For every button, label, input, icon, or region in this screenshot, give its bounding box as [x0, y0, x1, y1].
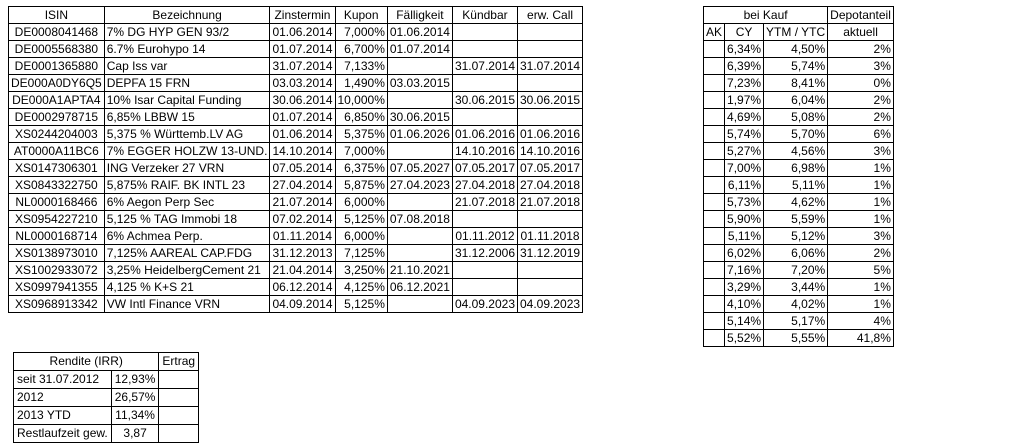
table-row: [9, 211, 583, 228]
purchase-header-cy: CY: [725, 24, 764, 41]
cell-erw_call: 01.06.2016: [518, 126, 583, 143]
cell-name: 6,85% LBBW 15: [104, 109, 270, 126]
table-row: [9, 262, 583, 279]
purchase-group-header-row: [704, 7, 894, 24]
cell-ytm: 6,98%: [764, 160, 828, 177]
purchase-header-ak: AK: [704, 24, 725, 41]
holdings-header-isin: ISIN: [9, 7, 105, 24]
cell-kuendbar: 31.07.2014: [452, 58, 517, 75]
cell-ytm: 4,02%: [764, 296, 828, 313]
cell-isin: XS1002933072: [9, 262, 105, 279]
cell-ak: [704, 92, 725, 109]
cell-isin: XS0138973010: [9, 245, 105, 262]
cell-kupon: 6,000%: [335, 228, 387, 245]
holdings-header-kuendbar: Kündbar: [452, 7, 517, 24]
cell-kupon: 3,250%: [335, 262, 387, 279]
cell-faelligkeit: 21.10.2021: [387, 262, 452, 279]
holdings-header-name: Bezeichnung: [104, 7, 270, 24]
cell-kuendbar: [452, 211, 517, 228]
bei-kauf-group-header: bei Kauf: [704, 7, 828, 24]
table-row: [9, 143, 583, 160]
cell-ak: [704, 262, 725, 279]
rendite-header-row: [14, 353, 199, 371]
rendite-ertrag: [159, 407, 199, 425]
cell-kupon: 7,000%: [335, 143, 387, 160]
holdings-header-row: [9, 7, 583, 24]
cell-ytm: 4,62%: [764, 194, 828, 211]
cell-kupon: 6,375%: [335, 160, 387, 177]
cell-ak: [704, 313, 725, 330]
table-row: [9, 228, 583, 245]
cell-zinstermin: 14.10.2014: [270, 143, 335, 160]
cell-erw_call: 31.07.2014: [518, 58, 583, 75]
cell-name: 7,125% AAREAL CAP.FDG: [104, 245, 270, 262]
table-row: [704, 143, 894, 160]
cell-kuendbar: [452, 75, 517, 92]
cell-isin: DE0002978715: [9, 109, 105, 126]
cell-ak: [704, 126, 725, 143]
cell-isin: XS0954227210: [9, 211, 105, 228]
cell-depot: 6%: [828, 126, 894, 143]
cell-name: 4,125 % K+S 21: [104, 279, 270, 296]
cell-faelligkeit: [387, 143, 452, 160]
table-row: [704, 126, 894, 143]
cell-depot: 3%: [828, 228, 894, 245]
cell-ak: [704, 109, 725, 126]
cell-kuendbar: 01.06.2016: [452, 126, 517, 143]
rendite-title: Rendite (IRR): [14, 353, 159, 371]
cell-kupon: 7,125%: [335, 245, 387, 262]
cell-ak: [704, 228, 725, 245]
table-row: [704, 245, 894, 262]
table-row: [704, 58, 894, 75]
cell-erw_call: [518, 279, 583, 296]
cell-cy: 5,90%: [725, 211, 764, 228]
cell-cy: 3,29%: [725, 279, 764, 296]
cell-ak: [704, 58, 725, 75]
cell-name: 5,875% RAIF. BK INTL 23: [104, 177, 270, 194]
cell-isin: XS0147306301: [9, 160, 105, 177]
cell-isin: DE000A1APTA4: [9, 92, 105, 109]
cell-faelligkeit: 03.03.2015: [387, 75, 452, 92]
cell-ak: [704, 75, 725, 92]
cell-isin: XS0997941355: [9, 279, 105, 296]
table-row: [704, 41, 894, 58]
cell-ak: [704, 245, 725, 262]
cell-erw_call: [518, 24, 583, 41]
cell-name: DEPFA 15 FRN: [104, 75, 270, 92]
cell-ytm: 5,08%: [764, 109, 828, 126]
rendite-value: 3,87: [111, 425, 159, 443]
cell-kupon: 6,850%: [335, 109, 387, 126]
cell-kupon: 6,000%: [335, 194, 387, 211]
table-row: [704, 75, 894, 92]
cell-isin: XS0244204003: [9, 126, 105, 143]
table-row: [9, 24, 583, 41]
cell-cy: 6,02%: [725, 245, 764, 262]
cell-erw_call: [518, 41, 583, 58]
holdings-table: [8, 6, 583, 313]
cell-depot: 1%: [828, 177, 894, 194]
cell-erw_call: 01.11.2018: [518, 228, 583, 245]
table-row: [9, 194, 583, 211]
holdings-body: [9, 24, 583, 313]
cell-name: ING Verzeker 27 VRN: [104, 160, 270, 177]
total-ytm: 5,55%: [764, 330, 828, 347]
table-row: [9, 245, 583, 262]
total-cy: 5,52%: [725, 330, 764, 347]
cell-erw_call: 04.09.2023: [518, 296, 583, 313]
table-row: [9, 109, 583, 126]
cell-name: 5,125 % TAG Immobi 18: [104, 211, 270, 228]
cell-zinstermin: 31.12.2013: [270, 245, 335, 262]
rendite-ertrag: [159, 371, 199, 389]
cell-cy: 1,97%: [725, 92, 764, 109]
cell-zinstermin: 01.07.2014: [270, 41, 335, 58]
cell-ak: [704, 143, 725, 160]
cell-isin: NL0000168466: [9, 194, 105, 211]
table-row: [704, 177, 894, 194]
table-row: [9, 41, 583, 58]
cell-kupon: 5,125%: [335, 211, 387, 228]
cell-zinstermin: 21.07.2014: [270, 194, 335, 211]
table-row: [14, 425, 199, 443]
cell-faelligkeit: [387, 245, 452, 262]
cell-cy: 6,39%: [725, 58, 764, 75]
cell-ytm: 5,12%: [764, 228, 828, 245]
cell-faelligkeit: 07.05.2027: [387, 160, 452, 177]
cell-cy: 5,27%: [725, 143, 764, 160]
cell-depot: 4%: [828, 313, 894, 330]
holdings-header-zinstermin: Zinstermin: [270, 7, 335, 24]
purchase-totals-row: [704, 330, 894, 347]
cell-kupon: 7,133%: [335, 58, 387, 75]
cell-cy: 6,34%: [725, 41, 764, 58]
cell-ytm: 3,44%: [764, 279, 828, 296]
cell-depot: 1%: [828, 160, 894, 177]
ertrag-header: Ertrag: [159, 353, 199, 371]
cell-zinstermin: 27.04.2014: [270, 177, 335, 194]
cell-kupon: 10,000%: [335, 92, 387, 109]
cell-isin: DE0001365880: [9, 58, 105, 75]
cell-depot: 1%: [828, 279, 894, 296]
cell-faelligkeit: [387, 58, 452, 75]
cell-kupon: 1,490%: [335, 75, 387, 92]
cell-erw_call: [518, 109, 583, 126]
cell-zinstermin: 03.03.2014: [270, 75, 335, 92]
purchase-metrics-body: [704, 41, 894, 330]
cell-faelligkeit: [387, 194, 452, 211]
table-row: [704, 262, 894, 279]
cell-ytm: 5,59%: [764, 211, 828, 228]
cell-isin: DE0005568380: [9, 41, 105, 58]
cell-ytm: 5,11%: [764, 177, 828, 194]
table-row: [704, 109, 894, 126]
cell-faelligkeit: [387, 228, 452, 245]
cell-ytm: 4,56%: [764, 143, 828, 160]
cell-depot: 3%: [828, 143, 894, 160]
cell-depot: 5%: [828, 262, 894, 279]
table-row: [14, 371, 199, 389]
cell-ak: [704, 211, 725, 228]
cell-isin: DE0008041468: [9, 24, 105, 41]
cell-zinstermin: 07.02.2014: [270, 211, 335, 228]
cell-erw_call: [518, 211, 583, 228]
cell-zinstermin: 07.05.2014: [270, 160, 335, 177]
cell-isin: AT0000A11BC6: [9, 143, 105, 160]
cell-erw_call: [518, 262, 583, 279]
cell-kupon: 6,700%: [335, 41, 387, 58]
cell-ytm: 4,50%: [764, 41, 828, 58]
cell-kupon: 5,125%: [335, 296, 387, 313]
cell-ak: [704, 160, 725, 177]
table-row: [9, 296, 583, 313]
cell-depot: 2%: [828, 245, 894, 262]
cell-cy: 7,23%: [725, 75, 764, 92]
table-row: [9, 92, 583, 109]
total-ak: [704, 330, 725, 347]
cell-name: 7% DG HYP GEN 93/2: [104, 24, 270, 41]
cell-erw_call: 31.12.2019: [518, 245, 583, 262]
cell-erw_call: 27.04.2018: [518, 177, 583, 194]
cell-faelligkeit: 06.12.2021: [387, 279, 452, 296]
cell-erw_call: 21.07.2018: [518, 194, 583, 211]
cell-cy: 7,16%: [725, 262, 764, 279]
cell-ak: [704, 279, 725, 296]
table-row: [9, 177, 583, 194]
cell-ak: [704, 194, 725, 211]
cell-name: 6% Aegon Perp Sec: [104, 194, 270, 211]
table-row: [9, 126, 583, 143]
cell-kuendbar: [452, 109, 517, 126]
rendite-value: 11,34%: [111, 407, 159, 425]
rendite-label: 2013 YTD: [14, 407, 112, 425]
table-row: [704, 228, 894, 245]
cell-depot: 2%: [828, 41, 894, 58]
cell-faelligkeit: 01.06.2026: [387, 126, 452, 143]
cell-erw_call: [518, 75, 583, 92]
cell-kupon: 4,125%: [335, 279, 387, 296]
holdings-header-kupon: Kupon: [335, 7, 387, 24]
cell-ytm: 7,20%: [764, 262, 828, 279]
cell-cy: 6,11%: [725, 177, 764, 194]
total-depot: 41,8%: [828, 330, 894, 347]
cell-name: 6.7% Eurohypo 14: [104, 41, 270, 58]
cell-kuendbar: 14.10.2016: [452, 143, 517, 160]
table-row: [9, 75, 583, 92]
purchase-header-depot: aktuell: [828, 24, 894, 41]
cell-kuendbar: 01.11.2012: [452, 228, 517, 245]
cell-isin: XS0843322750: [9, 177, 105, 194]
cell-kuendbar: [452, 279, 517, 296]
cell-name: VW Intl Finance VRN: [104, 296, 270, 313]
cell-isin: XS0968913342: [9, 296, 105, 313]
cell-name: 7% EGGER HOLZW 13-UND.: [104, 143, 270, 160]
cell-ytm: 6,04%: [764, 92, 828, 109]
cell-cy: 4,10%: [725, 296, 764, 313]
cell-faelligkeit: 07.08.2018: [387, 211, 452, 228]
cell-isin: DE000A0DY6Q5: [9, 75, 105, 92]
purchase-metrics-table: [703, 6, 894, 347]
cell-faelligkeit: [387, 92, 452, 109]
cell-kuendbar: 21.07.2018: [452, 194, 517, 211]
cell-depot: 1%: [828, 194, 894, 211]
cell-name: 3,25% HeidelbergCement 21: [104, 262, 270, 279]
rendite-ertrag: [159, 425, 199, 443]
cell-kupon: 7,000%: [335, 24, 387, 41]
cell-cy: 7,00%: [725, 160, 764, 177]
holdings-header-faelligkeit: Fälligkeit: [387, 7, 452, 24]
cell-depot: 0%: [828, 75, 894, 92]
rendite-value: 26,57%: [111, 389, 159, 407]
cell-erw_call: 30.06.2015: [518, 92, 583, 109]
cell-zinstermin: 06.12.2014: [270, 279, 335, 296]
purchase-header-ytm: YTM / YTC: [764, 24, 828, 41]
table-row: [14, 389, 199, 407]
cell-kuendbar: [452, 262, 517, 279]
cell-ak: [704, 296, 725, 313]
cell-cy: 5,14%: [725, 313, 764, 330]
rendite-value: 12,93%: [111, 371, 159, 389]
cell-zinstermin: 31.07.2014: [270, 58, 335, 75]
table-row: [704, 296, 894, 313]
cell-name: Cap Iss var: [104, 58, 270, 75]
cell-kuendbar: 07.05.2017: [452, 160, 517, 177]
cell-cy: 5,74%: [725, 126, 764, 143]
cell-ytm: 5,17%: [764, 313, 828, 330]
table-row: [704, 160, 894, 177]
cell-zinstermin: 21.04.2014: [270, 262, 335, 279]
cell-kuendbar: 31.12.2006: [452, 245, 517, 262]
cell-isin: NL0000168714: [9, 228, 105, 245]
cell-ytm: 5,74%: [764, 58, 828, 75]
holdings-header-erw_call: erw. Call: [518, 7, 583, 24]
cell-ytm: 8,41%: [764, 75, 828, 92]
rendite-label: 2012: [14, 389, 112, 407]
cell-depot: 2%: [828, 109, 894, 126]
rendite-body: [14, 371, 199, 443]
table-row: [9, 279, 583, 296]
cell-ak: [704, 177, 725, 194]
cell-zinstermin: 01.11.2014: [270, 228, 335, 245]
rendite-table: [13, 352, 199, 443]
cell-depot: 1%: [828, 211, 894, 228]
cell-zinstermin: 01.07.2014: [270, 109, 335, 126]
depotanteil-header: Depotanteil: [828, 7, 894, 24]
cell-cy: 4,69%: [725, 109, 764, 126]
cell-kupon: 5,375%: [335, 126, 387, 143]
rendite-ertrag: [159, 389, 199, 407]
cell-ytm: 5,70%: [764, 126, 828, 143]
table-row: [14, 407, 199, 425]
cell-kuendbar: 27.04.2018: [452, 177, 517, 194]
cell-kuendbar: 30.06.2015: [452, 92, 517, 109]
cell-faelligkeit: 27.04.2023: [387, 177, 452, 194]
cell-zinstermin: 30.06.2014: [270, 92, 335, 109]
purchase-column-header-row: [704, 24, 894, 41]
cell-faelligkeit: 01.06.2014: [387, 24, 452, 41]
table-row: [704, 92, 894, 109]
cell-depot: 2%: [828, 92, 894, 109]
table-row: [704, 211, 894, 228]
rendite-label: Restlaufzeit gew.: [14, 425, 112, 443]
cell-name: 6% Achmea Perp.: [104, 228, 270, 245]
cell-kuendbar: [452, 41, 517, 58]
table-row: [704, 194, 894, 211]
cell-erw_call: 14.10.2016: [518, 143, 583, 160]
cell-zinstermin: 01.06.2014: [270, 126, 335, 143]
cell-faelligkeit: 01.07.2014: [387, 41, 452, 58]
cell-cy: 5,11%: [725, 228, 764, 245]
cell-name: 10% Isar Capital Funding: [104, 92, 270, 109]
cell-name: 5,375 % Württemb.LV AG: [104, 126, 270, 143]
cell-kuendbar: [452, 24, 517, 41]
cell-cy: 5,73%: [725, 194, 764, 211]
cell-ytm: 6,06%: [764, 245, 828, 262]
cell-ak: [704, 41, 725, 58]
table-row: [9, 160, 583, 177]
cell-zinstermin: 04.09.2014: [270, 296, 335, 313]
cell-depot: 3%: [828, 58, 894, 75]
cell-faelligkeit: 30.06.2015: [387, 109, 452, 126]
cell-erw_call: 07.05.2017: [518, 160, 583, 177]
rendite-label: seit 31.07.2012: [14, 371, 112, 389]
cell-kuendbar: 04.09.2023: [452, 296, 517, 313]
cell-zinstermin: 01.06.2014: [270, 24, 335, 41]
table-row: [704, 279, 894, 296]
table-row: [9, 58, 583, 75]
cell-faelligkeit: [387, 296, 452, 313]
table-row: [704, 313, 894, 330]
cell-depot: 1%: [828, 296, 894, 313]
cell-kupon: 5,875%: [335, 177, 387, 194]
